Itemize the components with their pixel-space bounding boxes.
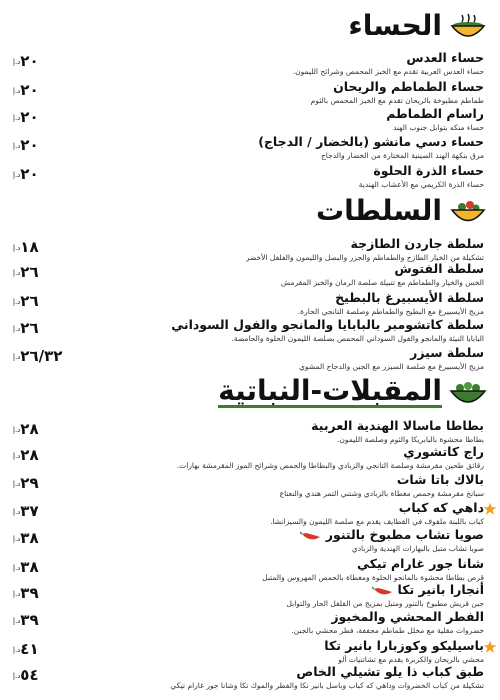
item-description: كباب باللبنة ملفوف في القطايف يقدم مع صلصة الليمون والسيزانشا. — [270, 517, 484, 526]
item-description: حساء العدس العربية تقدم مع الخبز المحمص وشرائح الليمون. — [292, 67, 484, 76]
item-description: رقائق طحين مقرمشة وصلصة التانجي والزبادي والبطاطا والحمص وشرائح الموز المقرمشة بهارات. — [176, 461, 484, 470]
star-icon — [483, 502, 497, 516]
item-name: داهي كه كباب — [398, 500, 484, 515]
menu-item — [0, 345, 500, 377]
item-description: الخس والخيار والطماطم مع تتبيلة صلصة الرمان والخبز المقرمش — [280, 278, 484, 287]
item-name: سلطة جاردن الطازجة — [350, 236, 484, 251]
item-price: ٢٩د.إ — [13, 474, 39, 492]
item-description: سبانخ مقرمشة وحمص مغطاة بالزبادي وشتني التمر هندي والنعناع — [279, 489, 484, 498]
item-name: الفطر المحشي والمخبوز — [331, 609, 484, 624]
soup-bowl-icon — [448, 12, 488, 40]
section-header-soups — [348, 9, 488, 42]
section-title: السلطات — [316, 194, 442, 227]
item-description: طماطم مطبوخة بالريحان تقدم مع الخبز المحمص بالثوم — [310, 96, 484, 105]
item-description: بطاطا محشوة بالبابريكا والثوم وصلصة الليمون. — [337, 435, 484, 444]
item-price: ٢٠د.إ — [13, 136, 39, 154]
item-description: حساء منكه بتوابل جنوب الهند — [392, 123, 484, 132]
item-description: مزيج الأيسبيرغ مع صلصة السيزر مع الجبن والدجاج المشوي — [299, 362, 484, 371]
item-name: باسيليكو وكوزبارا بانير تكا — [324, 638, 484, 653]
chili-icon — [372, 586, 394, 596]
item-price: ٢٠د.إ — [13, 108, 39, 126]
salad-bowl-icon — [448, 197, 488, 225]
section-header-veg-starters — [218, 374, 488, 408]
item-price: ٢٠د.إ — [13, 81, 39, 99]
item-name: حساء الطماطم والريحان — [333, 79, 484, 94]
menu-item — [0, 261, 500, 293]
item-price: ٥٤د.إ — [13, 666, 39, 684]
item-description: حساء الذرة الكريمي مع الأعشاب الهندية — [358, 180, 484, 189]
item-description: مرق بنكهة الهند الصينية المختارة من الخضار والدجاج — [320, 151, 484, 160]
menu-item — [0, 134, 500, 166]
item-name: حساء دسي مانشو (بالخضار / الدجاج) — [258, 134, 484, 149]
star-icon — [483, 640, 497, 654]
item-price: ٢٨د.إ — [13, 420, 39, 438]
item-description: مزيج الأيسبيرغ مع البطيخ والطماطم وصلصة التانجي الحارة. — [297, 307, 484, 316]
item-description: محشي بالريحان والكزبرة يقدم مع تشاتنيات ألو — [338, 655, 484, 664]
item-name: أنجارا بانير تكا — [372, 582, 484, 597]
item-name: سلطة الأيسبيرغ بالبطيخ — [335, 290, 484, 305]
item-price: ٣٧د.إ — [13, 502, 39, 520]
item-name: سلطة سيزر — [410, 345, 484, 360]
item-price: ٤١د.إ — [13, 640, 39, 658]
item-price: ٣٨د.إ — [13, 558, 39, 576]
item-name: حساء العدس — [406, 50, 484, 65]
item-description: تشكيلة من الخيار الطازج والطماطم والجزر والبصل والليمون والفلفل الأخضر — [245, 253, 484, 262]
item-description: قرص بطاطا محشوة بالمانجو الحلوة ومغطاة بالحمص المهروس والمتبل — [262, 573, 484, 582]
item-price: ١٨د.إ — [13, 238, 39, 256]
item-price: ٢٠د.إ — [13, 52, 39, 70]
item-description: جبن قريش مطبوخ بالتنور ومتبل بمزيج من الفلفل الحار والتوابل — [286, 599, 484, 608]
menu-item — [0, 50, 500, 82]
item-name: سلطة الفتوش — [394, 261, 484, 276]
item-price: ٢٦د.إ — [13, 263, 39, 281]
item-description: خضروات مقلية مع مخلل طماطم مجففة، فطر محشي بالجبن. — [291, 626, 484, 635]
item-name: راج كاتشوري — [403, 444, 484, 459]
menu-item — [0, 664, 500, 696]
item-price: ٢٠د.إ — [13, 165, 39, 183]
item-price: ٣٨د.إ — [13, 529, 39, 547]
menu-item — [0, 527, 500, 559]
item-description: صويا تشاب متبل بالبهارات الهندية والزبادي — [351, 544, 484, 553]
item-price: ٢٨د.إ — [13, 446, 39, 464]
menu-item — [0, 163, 500, 195]
item-name: سلطة كاتشومبر بالبابايا والمانجو والفول السوداني — [171, 317, 484, 332]
item-name: بطاطا ماسالا الهندية العربية — [311, 418, 484, 433]
item-name: حساء الذرة الحلوة — [373, 163, 484, 178]
item-price: ٢٦/٣٢د.إ — [13, 347, 63, 365]
chili-icon — [300, 531, 322, 541]
section-title: المقبلات-النباتية — [218, 374, 442, 407]
item-name: صويا تشاب مطبوخ بالتنور — [300, 527, 484, 542]
item-name: طبق كباب ذا يلو تشيلي الخاص — [296, 664, 484, 679]
item-name: شانا جور غارام تيكي — [356, 556, 484, 571]
menu-item — [0, 609, 500, 641]
item-price: ٣٩د.إ — [13, 611, 39, 629]
item-name: بالاك باتا شات — [396, 472, 484, 487]
item-price: ٢٦د.إ — [13, 292, 39, 310]
item-name: راسام الطماطم — [386, 106, 484, 121]
item-description: تشكيلة من كباب الخضروات وداهي كه كباب وباسل بانير تكا والفطر والموك تكا وشانا جور غارام تيكي — [170, 681, 484, 690]
section-header-salads — [316, 194, 488, 227]
item-description: البابايا النيئة والمانجو والفول السوداني المحمص بصلصة الليمون الحلوة والحامضة. — [231, 334, 484, 343]
section-title: الحساء — [348, 9, 442, 42]
veg-bowl-icon — [448, 379, 488, 407]
item-price: ٣٩د.إ — [13, 584, 39, 602]
item-price: ٢٦د.إ — [13, 319, 39, 337]
